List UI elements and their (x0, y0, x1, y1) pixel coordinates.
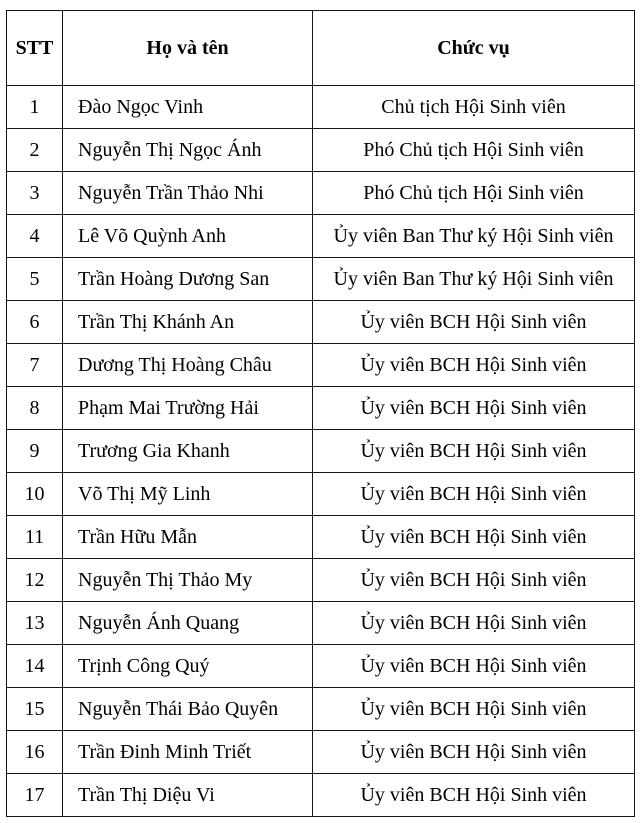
officer-roster-table (6, 10, 635, 817)
person-position: Phó Chủ tịch Hội Sinh viên (313, 172, 635, 215)
table-row (7, 430, 635, 473)
row-number: 17 (7, 774, 63, 817)
row-number: 14 (7, 645, 63, 688)
row-number: 9 (7, 430, 63, 473)
table-row (7, 473, 635, 516)
row-number: 7 (7, 344, 63, 387)
person-name: Nguyễn Thị Ngọc Ánh (63, 129, 313, 172)
person-position: Ủy viên BCH Hội Sinh viên (313, 602, 635, 645)
row-number: 11 (7, 516, 63, 559)
row-number: 6 (7, 301, 63, 344)
person-name: Trần Hoàng Dương San (63, 258, 313, 301)
person-name: Trịnh Công Quý (63, 645, 313, 688)
table-body (7, 86, 635, 817)
row-number: 10 (7, 473, 63, 516)
table-row (7, 731, 635, 774)
row-number: 15 (7, 688, 63, 731)
person-position: Chủ tịch Hội Sinh viên (313, 86, 635, 129)
person-position: Phó Chủ tịch Hội Sinh viên (313, 129, 635, 172)
table-row (7, 215, 635, 258)
table-row (7, 645, 635, 688)
person-name: Đào Ngọc Vinh (63, 86, 313, 129)
row-number: 1 (7, 86, 63, 129)
row-number: 5 (7, 258, 63, 301)
person-position: Ủy viên BCH Hội Sinh viên (313, 774, 635, 817)
person-name: Dương Thị Hoàng Châu (63, 344, 313, 387)
person-name: Trần Hữu Mẫn (63, 516, 313, 559)
person-name: Trần Đinh Minh Triết (63, 731, 313, 774)
person-name: Trần Thị Diệu Vi (63, 774, 313, 817)
row-number: 12 (7, 559, 63, 602)
person-position: Ủy viên BCH Hội Sinh viên (313, 559, 635, 602)
person-position: Ủy viên BCH Hội Sinh viên (313, 301, 635, 344)
table-row (7, 301, 635, 344)
person-name: Võ Thị Mỹ Linh (63, 473, 313, 516)
table-row (7, 559, 635, 602)
table-row (7, 688, 635, 731)
person-name: Nguyễn Thái Bảo Quyên (63, 688, 313, 731)
person-name: Nguyễn Thị Thảo My (63, 559, 313, 602)
table-row (7, 86, 635, 129)
table-row (7, 774, 635, 817)
person-position: Ủy viên BCH Hội Sinh viên (313, 516, 635, 559)
person-position: Ủy viên BCH Hội Sinh viên (313, 645, 635, 688)
table-row (7, 516, 635, 559)
header-row (7, 11, 635, 86)
row-number: 8 (7, 387, 63, 430)
table-row (7, 258, 635, 301)
person-position: Ủy viên Ban Thư ký Hội Sinh viên (313, 215, 635, 258)
header-position: Chức vụ (313, 11, 635, 86)
row-number: 2 (7, 129, 63, 172)
table-row (7, 172, 635, 215)
person-name: Lê Võ Quỳnh Anh (63, 215, 313, 258)
person-position: Ủy viên BCH Hội Sinh viên (313, 688, 635, 731)
row-number: 16 (7, 731, 63, 774)
person-name: Nguyễn Trần Thảo Nhi (63, 172, 313, 215)
header-stt: STT (7, 11, 63, 86)
person-name: Trương Gia Khanh (63, 430, 313, 473)
row-number: 4 (7, 215, 63, 258)
person-position: Ủy viên BCH Hội Sinh viên (313, 344, 635, 387)
header-name: Họ và tên (63, 11, 313, 86)
person-name: Nguyễn Ánh Quang (63, 602, 313, 645)
table-row (7, 387, 635, 430)
table-row (7, 602, 635, 645)
person-position: Ủy viên BCH Hội Sinh viên (313, 731, 635, 774)
table-row (7, 129, 635, 172)
person-position: Ủy viên BCH Hội Sinh viên (313, 430, 635, 473)
person-name: Phạm Mai Trường Hải (63, 387, 313, 430)
person-position: Ủy viên BCH Hội Sinh viên (313, 473, 635, 516)
row-number: 13 (7, 602, 63, 645)
table-header (7, 11, 635, 86)
person-position: Ủy viên BCH Hội Sinh viên (313, 387, 635, 430)
row-number: 3 (7, 172, 63, 215)
person-name: Trần Thị Khánh An (63, 301, 313, 344)
person-position: Ủy viên Ban Thư ký Hội Sinh viên (313, 258, 635, 301)
table-row (7, 344, 635, 387)
